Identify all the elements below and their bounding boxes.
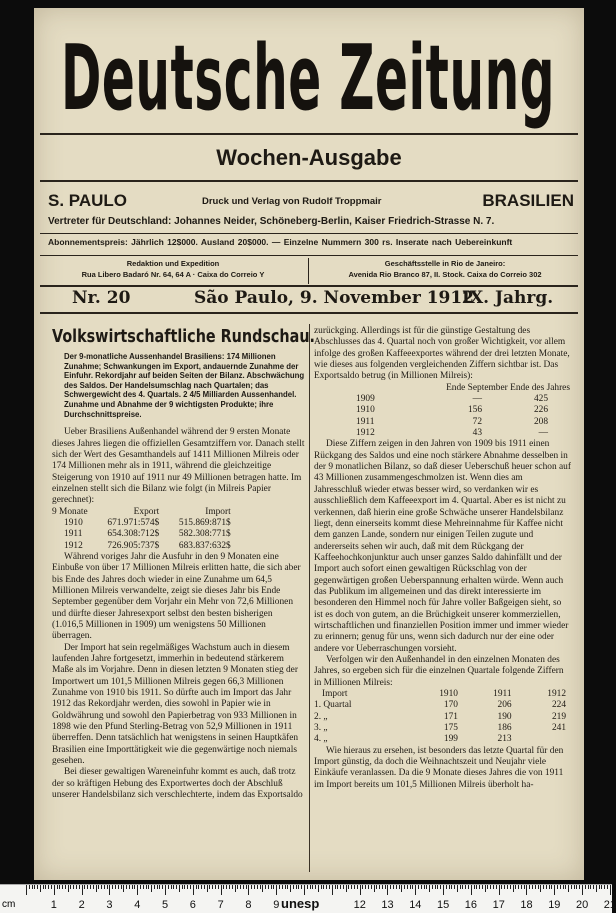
ruler-tick [307, 885, 308, 889]
ruler-tick [223, 885, 224, 889]
info-rule [40, 233, 578, 234]
ruler-tick [412, 885, 413, 889]
ruler-tick [215, 885, 216, 889]
ruler-tick [134, 885, 135, 889]
masthead-title: Deutsche Zeitung [60, 26, 556, 131]
ruler-tick [140, 885, 141, 889]
ruler-tick [340, 885, 341, 889]
ruler-tick [499, 885, 500, 895]
ruler-tick [282, 885, 283, 889]
ruler-tick [40, 885, 41, 892]
ruler-tick [171, 885, 172, 889]
ruler-tick [451, 885, 452, 889]
ruler-tick [468, 885, 469, 889]
ruler-tick [607, 885, 608, 889]
unesp-logo: unesp [281, 896, 320, 911]
ruler-tick [357, 885, 358, 889]
editorial-office-title: Redaktion und Expedition [126, 259, 220, 268]
subscription-line: Abonnementspreis: Jährlich 12$000. Ausland 20$000. — Einzelne Nummern 300 rs. Inserate nach Uebereinkunft [48, 237, 513, 247]
ruler-tick [146, 885, 147, 889]
ruler-tick [37, 885, 38, 889]
ruler-number: 12 [353, 899, 366, 911]
ruler-tick [126, 885, 127, 889]
ruler-tick [382, 885, 383, 889]
ruler-tick [129, 885, 130, 889]
ruler-tick [460, 885, 461, 889]
ruler-tick [279, 885, 280, 889]
ruler-number: 7 [217, 899, 224, 911]
ruler-tick [298, 885, 299, 889]
ruler-tick [560, 885, 561, 889]
ruler-tick [546, 885, 547, 889]
ruler-tick [76, 885, 77, 889]
ruler-tick [501, 885, 502, 889]
issue-number: Nr. 20 [72, 288, 131, 308]
ruler-tick [73, 885, 74, 889]
table-row: 3. „ 175 186 241 [314, 723, 566, 734]
ruler-tick [540, 885, 541, 892]
ruler-tick [368, 885, 369, 889]
ruler-tick [165, 885, 166, 895]
ruler-tick [557, 885, 558, 889]
ruler-tick [290, 885, 291, 892]
table-row: 1912 726.905:737$ 683.837:632$ [64, 540, 231, 551]
article-column-right [314, 326, 572, 791]
ruler-tick [571, 885, 572, 889]
ruler-tick [310, 885, 311, 889]
ruler-tick [262, 885, 263, 892]
ruler-tick [237, 885, 238, 889]
ruler-tick [296, 885, 297, 889]
ruler-tick [29, 885, 30, 889]
ruler-tick [84, 885, 85, 889]
ruler-tick [315, 885, 316, 889]
ruler-tick [529, 885, 530, 889]
table-row: 1911 654.308:712$ 582.308:771$ [64, 529, 231, 540]
ruler-tick [549, 885, 550, 889]
issue-rule-bottom [40, 312, 578, 314]
ruler-tick [173, 885, 174, 889]
ruler-tick [48, 885, 49, 889]
ruler-tick [590, 885, 591, 889]
ruler-tick [510, 885, 511, 889]
ruler-tick [285, 885, 286, 889]
paragraph-5: zurückging. Allerdings ist für die günstige Gestaltung des Abschlusses das 4. Quartal noch von großer Wichtigkeit, vor allem infolge des großen Kaffeeexportes während der drei letzten Monate, wie dieses aus folgenden vergleichenden Ziffern sichtbar ist. Das Exportsaldo betrug (in Millionen Milreis): [314, 326, 570, 382]
table-row: 1911 72 208 [356, 416, 548, 427]
ruler-tick [276, 885, 277, 895]
city-left: S. PAULO [48, 191, 128, 210]
ruler-tick [465, 885, 466, 889]
editorial-office-address: Rua Libero Badaró Nr. 64, 64 A · Caixa do Correio Y [81, 270, 265, 279]
ruler-tick [429, 885, 430, 892]
ruler-tick [538, 885, 539, 889]
ruler-tick [332, 885, 333, 895]
rio-office-address: Avenida Rio Branco 87, II. Stock. Caixa do Correio 302 [348, 270, 542, 279]
paragraph-7: Verfolgen wir den Außenhandel in den einzelnen Monaten des Jahres, so ergeben sich für die einzelnen Quartale folgende Ziffern in Millionen Milreis: [314, 654, 564, 688]
trade-table-header-export: Export [133, 506, 160, 517]
ruler-tick [335, 885, 336, 889]
ruler-tick [474, 885, 475, 889]
ruler-tick [440, 885, 441, 889]
ruler-tick [610, 885, 611, 895]
ruler-tick [493, 885, 494, 889]
table-row: 2. „ 171 190 219 [314, 711, 566, 722]
ruler-tick [568, 885, 569, 892]
ruler-tick [176, 885, 177, 889]
ruler-tick [351, 885, 352, 889]
ruler-tick [235, 885, 236, 892]
scale-ruler [0, 884, 616, 913]
ruler-tick [196, 885, 197, 889]
table-row: 1910 156 226 [356, 405, 548, 416]
ruler-tick [565, 885, 566, 889]
ruler-tick [143, 885, 144, 889]
ruler-tick [43, 885, 44, 889]
column-divider [309, 324, 310, 872]
ruler-tick [70, 885, 71, 889]
ruler-tick [201, 885, 202, 889]
ruler-tick [329, 885, 330, 889]
ruler-tick [248, 885, 249, 895]
ruler-tick [101, 885, 102, 889]
ruler-number: 4 [134, 899, 141, 911]
ruler-tick [432, 885, 433, 889]
ruler-tick [321, 885, 322, 889]
ruler-tick [115, 885, 116, 889]
ruler-tick [59, 885, 60, 889]
ruler-tick [532, 885, 533, 889]
quarter-table-header-label: Import [322, 689, 348, 699]
ruler-tick [515, 885, 516, 889]
ruler-tick [362, 885, 363, 889]
rio-office [312, 258, 578, 284]
rio-office-title: Geschäftsstelle in Rio de Janeiro: [384, 259, 506, 268]
ruler-tick [271, 885, 272, 889]
ruler-number: 15 [437, 899, 450, 911]
ruler-tick [596, 885, 597, 892]
paragraph-4: Bei dieser gewaltigen Wareneinfuhr kommt es auch, daß trotz der so kräftigen Hebung des Exportwertes doch der Abschluß unserer Handelsbilanz sich verschlechterte, indem das Exportsaldo [52, 767, 303, 801]
ruler-tick [521, 885, 522, 889]
ruler-tick [543, 885, 544, 889]
ruler-tick [354, 885, 355, 889]
ruler-number: 9 [273, 899, 280, 911]
paragraph-3: Der Import hat sein regelmäßiges Wachstum auch in diesem laufenden Jahre fortgesetzt, immerhin in bedeutend stärkerem Maße als im Vorjahre. Denn in diesen letzten 9 Monaten stieg der Importwert um 101,5 Millionen Milreis gegen 66,3 Millionen Zunahme von 1910 bis 1911. So dürfte auch im Import das Jahr 1912 das Rekordjahr werden, dies sowohl in Papier wie in Goldwährung und sowohl den Papierbetrag von 933 Millionen in 1898 wie den Pfund Sterling-Betrag von 52,9 Millionen in 1911 überreffen. Denn tatsächlich hat wenigstens in seinen Hauptkäfen Brasilien eine Importtätigkeit wie die gegenwärtige noch niemals gesehen. [52, 642, 299, 767]
ruler-tick [82, 885, 83, 895]
ruler-tick [118, 885, 119, 889]
ruler-tick [385, 885, 386, 889]
ruler-tick [51, 885, 52, 889]
ruler-tick [490, 885, 491, 889]
trade-table-header-import: Import [205, 506, 231, 517]
ruler-tick [535, 885, 536, 889]
subtitle-rule [40, 180, 578, 182]
ruler-tick [162, 885, 163, 889]
ruler-tick [485, 885, 486, 892]
ruler-tick [421, 885, 422, 889]
ruler-tick [554, 885, 555, 895]
ruler-tick [593, 885, 594, 889]
ruler-tick [137, 885, 138, 895]
ruler-tick [96, 885, 97, 892]
ruler-tick [604, 885, 605, 889]
ruler-tick [387, 885, 388, 895]
ruler-tick [229, 885, 230, 889]
ruler-tick [399, 885, 400, 889]
ruler-tick [193, 885, 194, 895]
ruler-tick [418, 885, 419, 889]
ruler-number: 8 [245, 899, 252, 911]
ruler-tick [232, 885, 233, 889]
ruler-tick [26, 885, 27, 895]
ruler-number: 6 [189, 899, 196, 911]
trade-table [52, 507, 237, 552]
ruler-tick [551, 885, 552, 889]
ruler-tick [204, 885, 205, 889]
ruler-tick [34, 885, 35, 889]
ruler-tick [376, 885, 377, 889]
ruler-number: 1 [50, 899, 57, 911]
ruler-number: 18 [520, 899, 533, 911]
ruler-tick [304, 885, 305, 895]
ruler-tick [90, 885, 91, 889]
ruler-tick [462, 885, 463, 889]
ruler-tick [148, 885, 149, 889]
ruler-tick [401, 885, 402, 892]
ruler-tick [254, 885, 255, 889]
ruler-tick [54, 885, 55, 895]
ruler-tick [265, 885, 266, 889]
ruler-tick [476, 885, 477, 889]
ruler-tick [157, 885, 158, 889]
ruler-tick [226, 885, 227, 889]
ruler-tick [404, 885, 405, 889]
ruler-tick [268, 885, 269, 889]
ruler-tick [207, 885, 208, 892]
ruler-tick [109, 885, 110, 895]
ruler-number: 21 [603, 899, 616, 911]
ruler-tick [168, 885, 169, 889]
ruler-number: 3 [106, 899, 113, 911]
ruler-tick [563, 885, 564, 889]
issue-date: São Paulo, 9. November 1912 [194, 288, 475, 308]
ruler-number: 17 [492, 899, 505, 911]
ruler-tick [107, 885, 108, 889]
ruler-tick [218, 885, 219, 889]
table-row: 1912 43 — [356, 428, 548, 439]
ruler-tick [251, 885, 252, 889]
masthead-subtitle: Wochen-Ausgabe [216, 145, 402, 170]
ruler-tick [187, 885, 188, 889]
ruler-tick [87, 885, 88, 889]
ruler-tick [415, 885, 416, 895]
ruler-tick [179, 885, 180, 892]
ruler-number: 2 [78, 899, 85, 911]
ruler-tick [582, 885, 583, 895]
ruler-tick [479, 885, 480, 889]
ruler-tick [437, 885, 438, 889]
ruler-tick [482, 885, 483, 889]
ruler-tick [524, 885, 525, 889]
ruler-tick [182, 885, 183, 889]
ruler-tick [68, 885, 69, 892]
editorial-office [40, 258, 306, 284]
newspaper-page [34, 8, 584, 880]
ruler-tick [287, 885, 288, 889]
paragraph-2: Während voriges Jahr die Ausfuhr in den 9 Monaten eine Einbuße von über 17 Millionen Milreis erlitten hatte, die sich aber bis Ende des Jahres doch wieder in eine Zunahme um 64,5 Millionen Milreis verwandelte, zeigt sie dieses Jahr bis Ende September gegenüber dem Vorjahr ein Mehr von 72,6 Millionen und dürfte dieser Jahresexport selbst den besten bisherigen (1.016,5 Millionen in 1909) um wenigstens 50 Millionen überragen. [52, 551, 301, 642]
printer-line: Druck und Verlag von Rudolf Troppmair [202, 196, 382, 207]
ruler-tick [293, 885, 294, 889]
ruler-tick [323, 885, 324, 889]
ruler-tick [273, 885, 274, 889]
ruler-number: 5 [162, 899, 169, 911]
ruler-tick [407, 885, 408, 889]
ruler-tick [123, 885, 124, 892]
ruler-tick [62, 885, 63, 889]
address-rule-top [40, 255, 578, 256]
ruler-tick [98, 885, 99, 889]
ruler-tick [574, 885, 575, 889]
ruler-tick [32, 885, 33, 889]
ruler-tick [104, 885, 105, 889]
city-right: BRASILIEN [482, 191, 574, 210]
ruler-number: 16 [464, 899, 478, 911]
ruler-tick [184, 885, 185, 889]
balance-table [356, 394, 554, 439]
ruler-tick [260, 885, 261, 889]
table-row: 4. „ 199 213 [314, 734, 512, 745]
quarter-table-header-1912: 1912 [547, 689, 566, 699]
ruler-tick [212, 885, 213, 889]
ruler-tick [159, 885, 160, 889]
ruler-tick [240, 885, 241, 889]
table-row: 1910 671.971:574$ 515.869:871$ [64, 517, 231, 528]
ruler-tick [198, 885, 199, 889]
paragraph-6: Diese Ziffern zeigen in den Jahren von 1909 bis 1911 einen Rückgang des Saldos und eine noch stärkere Abnahme desselben in der 9 monatlichen Bilanz, so daß dieser Ueberschuß heuer schon auf 43 Millionen zusammengeschmolzen ist. Wenn dies am Jahresschluß wieder etwas besser wird, so verdanken wir es ausschließlich dem Kaffeeexport im 4. Quartal. Aber es ist nicht zu verkennen, daß hierin eine große Schwäche unserer Handelsbilanz liegt, denn einerseits kommt diese Mehreinnahme für Kaffee nicht dem ganzen Lande, sondern nur einigen Teilen zugute und andererseits sehen wir auch, daß mit dem Rückgang der Kaffeehochkonjunktur auch unser ganzes Saldo dahinfällt und der Import auch sofort einen gewaltigen Rückschlag von der gegenwärtigen großen Ueberspannung erhalten würde. Wenn auch das Publikum im allgemeinen und das direkt interessierte im besonderen den Himmel noch für Jahre voller Baßgeigen sieht, so ist es doch von gutem, an die Brüchigkeit unserer kommerziellen, wirtschaftlichen und finanziellen Position immer und immer wieder zu erinnern; genug für uns, wenn sich dadurch nur der eine oder andere vor Ueberraschungen vorsieht. [314, 439, 571, 654]
ruler-tick [365, 885, 366, 889]
ruler-tick [343, 885, 344, 889]
masthead-rule [40, 133, 578, 135]
quarter-table [314, 689, 572, 746]
paragraph-1: Ueber Brasiliens Außenhandel während der 9 ersten Monate dieses Jahres liegen die offiziellen Gesamtziffern vor. Danach stellt sich der Wert des Gesamthandels auf 1411 Millionen Milreis oder 174 Millionen mehr als in 1911, während die gleichzeitige Steigerung von 1910 auf 1911 nur 49 Millionen betragen hatte. Im einzelnen stellt sich die Bilanz wie folgt (in Milreis Papier gerechnet): [52, 427, 305, 506]
ruler-tick [518, 885, 519, 889]
ruler-tick [121, 885, 122, 889]
ruler-tick [471, 885, 472, 895]
ruler-tick [45, 885, 46, 889]
ruler-tick [585, 885, 586, 889]
ruler-tick [112, 885, 113, 889]
ruler-tick [526, 885, 527, 895]
ruler-tick [246, 885, 247, 889]
ruler-tick [79, 885, 80, 889]
quarter-table-header-1910: 1910 [439, 689, 458, 699]
ruler-tick [496, 885, 497, 889]
ruler-tick [257, 885, 258, 889]
ruler-tick [301, 885, 302, 889]
ruler-tick [435, 885, 436, 889]
ruler-tick [348, 885, 349, 889]
ruler-tick [601, 885, 602, 889]
ruler-tick [326, 885, 327, 889]
ruler-tick [513, 885, 514, 892]
ruler-tick [318, 885, 319, 892]
ruler-tick [221, 885, 222, 895]
ruler-tick [426, 885, 427, 889]
ruler-tick [337, 885, 338, 889]
ruler-tick [93, 885, 94, 889]
article-column-left [52, 326, 316, 802]
issue-year: IX. Jahrg. [462, 288, 554, 308]
ruler-tick [151, 885, 152, 892]
article-lead: Der 9-monatliche Aussenhandel Brasiliens: 174 Millionen Zunahme; Schwankungen im Export, andauernde Zunahme der Einfuhr. Rekordjahr auf beiden Seiten der Bilanz. Abschwächung des Saldos. Der Handelsumschlag nach Quartalen; das Schwergewicht des 4. Quartals. 2 4/5 Milliarden Aussenhandel. Zunahme und Abnahme der 9 wichtigsten Produkte; ihre Durchschnittspreise. [64, 352, 305, 419]
ruler-tick [449, 885, 450, 889]
ruler-tick [410, 885, 411, 889]
ruler-tick [588, 885, 589, 889]
ruler-tick [396, 885, 397, 889]
ruler-tick [487, 885, 488, 889]
representative-line: Vertreter für Deutschland: Johannes Neider, Schöneberg-Berlin, Kaiser Friedrich-Strasse N. 7. [48, 216, 495, 227]
ruler-tick [576, 885, 577, 889]
ruler-tick [360, 885, 361, 895]
ruler-tick [579, 885, 580, 889]
ruler-tick [504, 885, 505, 889]
ruler-number: 20 [576, 899, 589, 911]
issue-rule-top [40, 285, 578, 287]
ruler-tick [599, 885, 600, 889]
ruler-tick [371, 885, 372, 889]
table-row: 1. Quartal 170 206 224 [314, 700, 566, 711]
ruler-tick [209, 885, 210, 889]
ruler-number: 14 [409, 899, 422, 911]
quarter-table-header-1911: 1911 [493, 689, 512, 699]
trade-table-header-period: 9 Monate [52, 506, 88, 517]
ruler-tick [312, 885, 313, 889]
ruler-tick [446, 885, 447, 889]
ruler-tick [443, 885, 444, 895]
ruler-tick [57, 885, 58, 889]
ruler-tick [424, 885, 425, 889]
paragraph-8: Wie hieraus zu ersehen, ist besonders das letzte Quartal für den Import günstig, da doch die Weihnachtszeit und Neujahr viele Einkäufe veranlassen. Da die 9 Monate dieses Jahres die von 1911 im Import bereits um 101,5 Millionen Milreis überholt ha- [314, 745, 564, 790]
ruler-tick [393, 885, 394, 889]
ruler-tick [507, 885, 508, 889]
address-divider [308, 258, 309, 284]
ruler-tick [243, 885, 244, 889]
balance-table-header: Ende September Ende des Jahres [446, 382, 570, 393]
ruler-tick [379, 885, 380, 889]
ruler-tick [374, 885, 375, 892]
ruler-tick [346, 885, 347, 892]
ruler-number: 13 [381, 899, 394, 911]
ruler-tick [132, 885, 133, 889]
article-headline: Volkswirtschaftliche Rundschau. [52, 327, 316, 347]
ruler-unit-label: cm [2, 899, 16, 910]
ruler-tick [65, 885, 66, 889]
ruler-tick [154, 885, 155, 889]
ruler-tick [390, 885, 391, 889]
table-row: 1909 — 425 [356, 394, 548, 405]
ruler-tick [454, 885, 455, 889]
ruler-number: 19 [548, 899, 561, 911]
ruler-tick [190, 885, 191, 889]
ruler-tick [457, 885, 458, 892]
